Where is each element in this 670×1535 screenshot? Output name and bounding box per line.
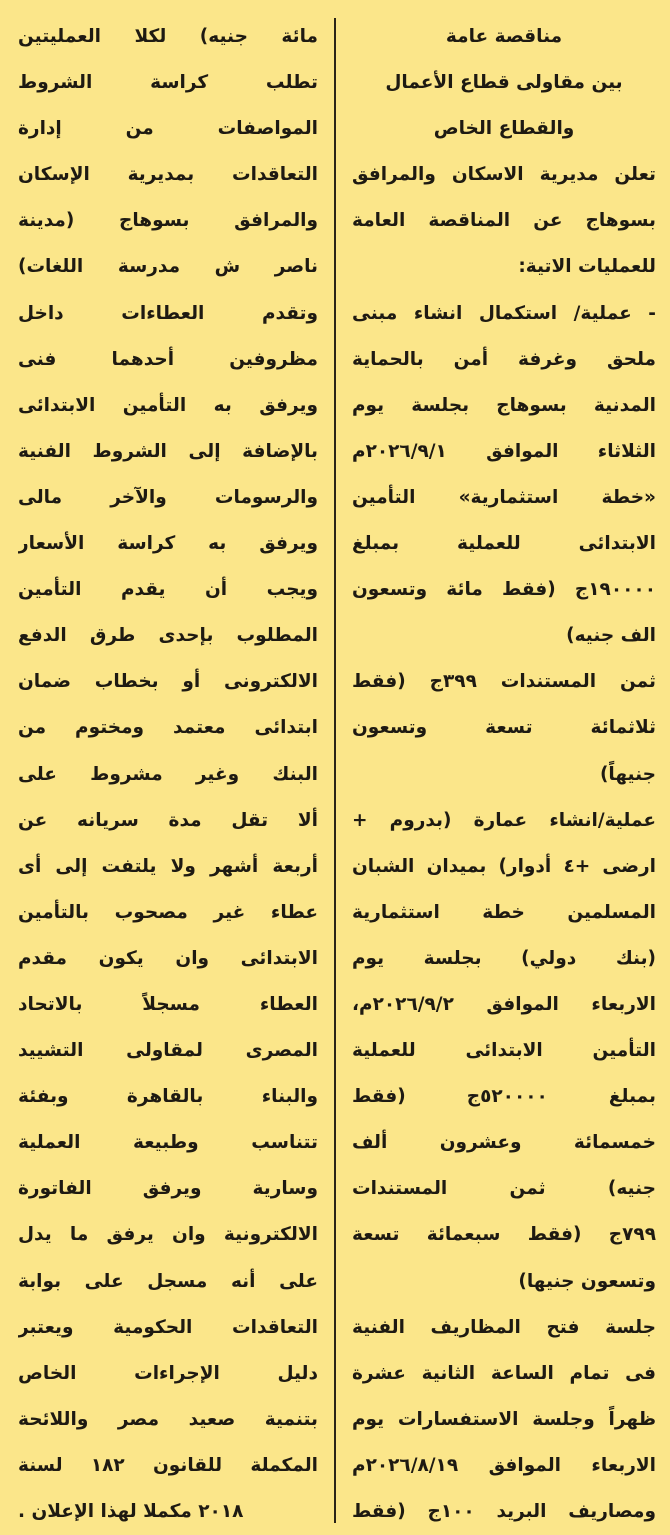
text-line: «خطة استثمارية» التأمين	[352, 486, 656, 508]
text-line: ثمن المستندات ٣٩٩ج (فقط	[352, 671, 656, 693]
text-line: التعاقدات بمديرية الإسكان	[18, 164, 318, 186]
text-line: أربعة أشهر ولا يلتفت إلى أى	[18, 855, 318, 877]
text-line: الابتدائى وان يكون مقدم	[18, 947, 318, 969]
text-line: مظروفين أحدهما فنى	[18, 348, 318, 370]
text-line: ظهراً وجلسة الاستفسارات يوم	[352, 1408, 656, 1430]
text-line: وسارية ويرفق الفاتورة	[18, 1178, 318, 1200]
text-line: الاربعاء الموافق ٢٠٢٦/٩/٢م،	[352, 993, 656, 1015]
text-line: ملحق وغرفة أمن بالحماية	[352, 348, 656, 370]
text-line: مائة جنيه) لكلا العمليتين	[18, 26, 318, 47]
text-line: تطلب كراسة الشروط	[18, 72, 318, 94]
text-line: ومصاريف البريد ١٠٠ج (فقط	[352, 1501, 656, 1522]
text-line: فى تمام الساعة الثانية عشرة	[352, 1362, 656, 1384]
text-line: الثلاثاء الموافق ٢٠٢٦/٩/١م	[352, 440, 656, 462]
text-line: ويجب أن يقدم التأمين	[18, 579, 318, 601]
text-line: بتنمية صعيد مصر واللائحة	[18, 1408, 318, 1430]
text-line: والمرافق بسوهاج (مدينة	[18, 210, 318, 232]
text-line: التأمين الابتدائى للعملية	[352, 1040, 656, 1062]
text-line: تعلن مديرية الاسكان والمرافق	[352, 164, 656, 186]
text-line: المدنية بسوهاج بجلسة يوم	[352, 394, 656, 416]
text-line: تتناسب وطبيعة العملية	[18, 1132, 318, 1154]
text-line: المكملة للقانون ١٨٢ لسنة	[18, 1454, 318, 1476]
heading-line: والقطاع الخاص	[433, 118, 575, 140]
text-line: التعاقدات الحكومية ويعتبر	[18, 1316, 318, 1338]
text-line: دليل الإجراءات الخاص	[18, 1362, 318, 1384]
text-line: العطاء مسجلاً بالاتحاد	[18, 993, 318, 1015]
text-line: ألا تقل مدة سريانه عن	[18, 809, 318, 831]
text-line: جنيهاً)	[599, 763, 656, 785]
text-line: المطلوب بإحدى طرق الدفع	[18, 625, 318, 647]
text-line: خمسمائة وعشرون ألف	[352, 1132, 656, 1154]
text-line: ويرفق به التأمين الابتدائى	[18, 394, 318, 416]
column-divider	[334, 18, 336, 1523]
text-line: الابتدائى للعملية بمبلغ	[352, 533, 656, 555]
text-line: الاربعاء الموافق ٢٠٢٦/٨/١٩م	[352, 1454, 656, 1476]
text-line: ثلاثمائة تسعة وتسعون	[352, 717, 656, 739]
text-line: ويرفق به كراسة الأسعار	[18, 533, 318, 555]
text-line: بسوهاج عن المناقصة العامة	[352, 210, 656, 232]
heading-line: بين مقاولى قطاع الأعمال	[385, 72, 623, 94]
text-line: - عملية/ استكمال انشاء مبنى	[352, 302, 656, 324]
text-line: ابتدائى معتمد ومختوم من	[18, 717, 318, 739]
text-line: عملية/انشاء عمارة (بدروم +	[352, 809, 656, 831]
text-line: جنيه) ثمن المستندات	[352, 1178, 656, 1200]
text-line: للعمليات الاتية:	[518, 256, 656, 278]
text-line: المصرى لمقاولى التشييد	[18, 1040, 318, 1062]
text-line: ناصر ش مدرسة اللغات)	[18, 256, 318, 278]
text-line: البنك وغير مشروط على	[18, 763, 318, 785]
text-line: (بنك دولي) بجلسة يوم	[352, 947, 656, 969]
text-line: والبناء بالقاهرة وبفئة	[18, 1086, 318, 1108]
text-line: ٢٠١٨ مكملا لهذا الإعلان .	[18, 1501, 244, 1522]
text-line: بمبلغ ٥٢٠٠٠٠ج (فقط	[352, 1086, 656, 1108]
text-line: على أنه مسجل على بوابة	[18, 1270, 318, 1292]
right-column	[352, 14, 656, 1535]
text-line: المسلمين خطة استثمارية	[352, 901, 656, 923]
text-line: ٧٩٩ج (فقط سبعمائة تسعة	[352, 1224, 656, 1246]
text-line: جلسة فتح المظاريف الفنية	[352, 1316, 656, 1338]
text-line: وتسعون جنيها)	[518, 1270, 656, 1292]
text-line: ١٩٠٠٠٠ج (فقط مائة وتسعون	[352, 579, 656, 601]
text-line: الف جنيه)	[566, 625, 656, 647]
left-column	[18, 14, 318, 1535]
text-line: عطاء غير مصحوب بالتأمين	[18, 901, 318, 923]
text-line: المواصفات من إدارة	[18, 118, 318, 140]
text-line: الالكترونية وان يرفق ما يدل	[18, 1224, 318, 1246]
heading-line: مناقصة عامة	[445, 26, 563, 47]
text-line: الالكترونى أو بخطاب ضمان	[18, 671, 318, 693]
text-line: وتقدم العطاءات داخل	[18, 302, 318, 324]
text-line: ارضى +٤ أدوار) بميدان الشبان	[352, 855, 656, 877]
text-line: بالإضافة إلى الشروط الفنية	[18, 440, 318, 462]
text-line: والرسومات والآخر مالى	[18, 486, 318, 508]
